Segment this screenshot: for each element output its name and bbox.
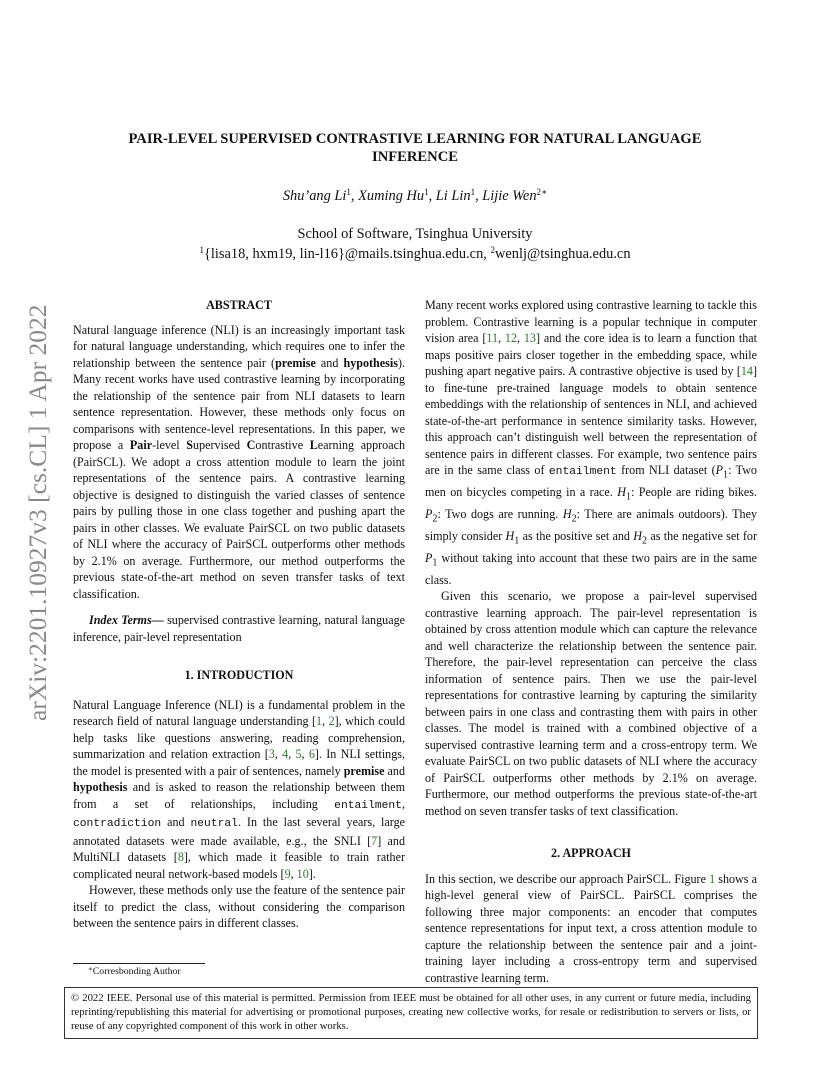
introduction-heading: 1. INTRODUCTION [184, 668, 294, 682]
citation-link[interactable]: 5 [295, 747, 302, 761]
author-name: Li Lin [435, 188, 471, 204]
author-affil-mark: 1 [470, 187, 476, 197]
intro-paragraph-3: Many recent works explored using contrastive learning to tackle this problem. Contrastive learning is a popular technique in computer vision area [11, 12, 13] and the core idea is to learn a function that maps positive pairs closer together in the embedding space, while pushing apart negative pairs. A contrastive objective is used by [14] to fine-tune pre-trained language models to obtain sentence embeddings with the relationship of sentences in NLI, and achieved state-of-the-art performance in sentence similarity tasks. However, this approach can’t distinguish well between the representation of sentence pairs in different classes. For example, two sentence pairs are in the same class of entailment from NLI dataset ($P_1$: Two men on bicycles competing in a race. $H_1$: People are riding bikes. $P_2$: Two dogs are running. $H_2$: There are animals outdoors). They simply consider $H_1$ as the positive set and $H_2$ as the negative set for $P_1$ without taking into account that these two pairs are in the same class. [425, 298, 758, 587]
approach-heading: 2. APPROACH [551, 846, 631, 861]
intro-paragraph-2: However, these methods only use the feature of the sentence pair itself to predict the class, without considering the comparison between the sentence pairs in different classes. [73, 883, 405, 930]
author-affil-mark: 2∗ [536, 187, 548, 197]
footnote-rule [73, 963, 205, 964]
citation-link[interactable]: 14 [740, 364, 753, 378]
copyright-notice: © 2022 IEEE. Personal use of this material is permitted. Permission from IEEE must be obtained for all other uses, in any current or future media, including reprinting/republishing this material for advertising or promotional purposes, creating new collective works, for resale or redistribution to servers or lists, or reuse of any copyrighted component of this work in other works. [64, 987, 758, 1039]
email-mark-2: 2 [490, 245, 495, 255]
intro-paragraph-1: Natural Language Inference (NLI) is a fundamental problem in the research field of natural language understanding [1, 2], which could help tasks like questions answering, reading comprehension, summarization and relation extraction [3, 4, 5, 6]. In NLI settings, the model is presented with a pair of sentences, namely premise and hypothesis and is asked to reason the relationship between them from a set of relationships, including entailment, contradiction and neutral. In the last several years, large annotated datasets were made available, e.g., the SNLI [7] and MultiNLI datasets [8], which made it feasible to train rather complicated neural network-based models [9, 10]. [73, 697, 406, 881]
citation-link[interactable]: 2 [328, 714, 335, 728]
author-sep: , [475, 188, 483, 204]
author-name: Xuming Hu [358, 188, 425, 204]
author-name: Shu’ang Li [282, 188, 347, 204]
citation-link[interactable]: 4 [282, 747, 289, 761]
left-column [73, 297, 405, 932]
index-terms: Index Terms— supervised contrastive learning, natural language inference, pair-level representation [73, 613, 405, 644]
affiliation-emails [70, 244, 760, 264]
citation-link[interactable]: 3 [268, 747, 275, 761]
approach-paragraph-1: In this section, we describe our approach PairSCL. Figure 1 shows a high-level general view of PairSCL. PairSCL comprises the following three major components: an encoder that computes sentence representations for input text, a cross attention module to capture the relationship between the sentence pair and a joint-training layer including a cross-entropy term and supervised contrastive learning term. [425, 871, 757, 985]
right-column [425, 297, 757, 986]
abstract-text: Natural language inference (NLI) is an increasingly important task for natural language understanding, which requires one to infer the relationship between the sentence pair (premise and hypothesis). Many recent works have used contrastive learning by incorporating the relationship of the sentence pair from NLI datasets to learn sentence representation. However, these methods only focus on comparisons with sentence-level representations. In this paper, we propose a Pair-level Supervised Contrastive Learning approach (PairSCL). We adopt a cross attention module to learn the joint representations of the sentence pairs. A contrastive learning objective is designed to distinguish the varied classes of sentence pairs by pulling those in one class together and pushing apart the pairs in other classes. We evaluate PairSCL on two public datasets of NLI where the accuracy of PairSCL outperforms other methods by 2.1% on average. Furthermore, our method outperforms the previous state-of-the-art method on seven transfer tasks of text classification. [73, 322, 406, 601]
author-list [70, 187, 760, 205]
citation-link[interactable]: 8 [177, 850, 184, 864]
citation-link[interactable]: 11 [486, 331, 499, 345]
citation-link[interactable]: 6 [308, 747, 315, 761]
affiliation-school: School of Software, Tsinghua University [297, 226, 533, 242]
abstract-heading: ABSTRACT [206, 298, 272, 312]
email-2: wenlj@tsinghua.edu.cn [494, 246, 631, 262]
citation-link[interactable]: 10 [296, 866, 309, 881]
paper-title [70, 130, 760, 166]
author-affil-mark: 1 [424, 187, 429, 197]
author-sep: , [428, 188, 436, 204]
figure-link[interactable]: 1 [709, 871, 716, 886]
author-name: Lijie Wen [482, 188, 537, 204]
citation-link[interactable]: 12 [504, 331, 518, 345]
author-sep: , [350, 188, 359, 204]
affiliation-block [70, 224, 760, 264]
title-line-1: PAIR-LEVEL SUPERVISED CONTRASTIVE LEARNING FOR NATURAL LANGUAGE [128, 131, 702, 147]
author-affil-mark: 1 [346, 187, 351, 197]
footnote: ∗Corresbonding Author [88, 965, 181, 977]
citation-link[interactable]: 1 [316, 714, 323, 728]
intro-paragraph-4: Given this scenario, we propose a pair-level supervised contrastive learning approach. The pair-level representation is obtained by cross attention module which can capture the relevance and well characterize the relationship between the sentence pair. Therefore, the pair-level representation can perceive the class information of sentence pairs. Then we use the pair-level representations for contrastive learning by capturing the similarity between pairs in one class and contrasting them with pairs in other classes. The model is trained with a combined objective of a supervised contrastive learning term and a cross-entropy term. We evaluate PairSCL on two public datasets of NLI where the accuracy of PairSCL outperforms other methods by 2.1% on average. Furthermore, our method outperforms the previous state-of-the-art method on seven transfer tasks of text classification. [425, 589, 757, 818]
arxiv-side-stamp: arXiv:2201.10927v3 [cs.CL] 1 Apr 2022 [23, 304, 52, 722]
citation-link[interactable]: 9 [284, 866, 291, 881]
email-mark-1: 1 [199, 245, 204, 255]
title-line-2: INFERENCE [372, 149, 458, 165]
email-group-1: {lisa18, hxm19, lin-l16}@mails.tsinghua.edu.cn, [203, 246, 491, 262]
citation-link[interactable]: 13 [523, 331, 536, 345]
citation-link[interactable]: 7 [371, 833, 378, 848]
